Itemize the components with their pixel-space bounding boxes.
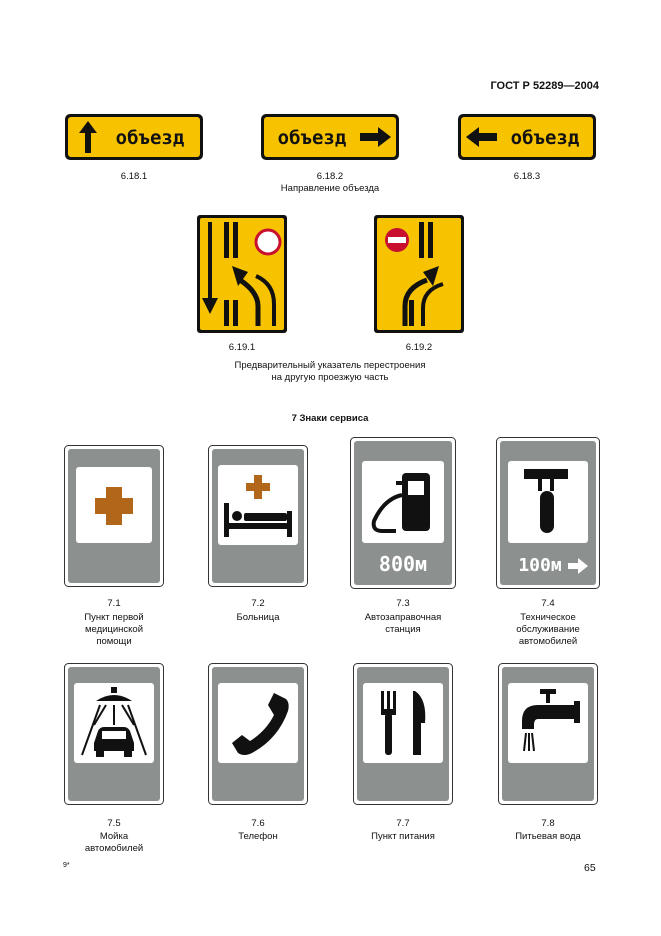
- sign-code: 7.2: [251, 598, 265, 609]
- sign-6-18-3: [457, 113, 597, 161]
- sign-7-8: [498, 663, 598, 805]
- restriction-circle-icon: [256, 230, 280, 254]
- detour-label: объезд: [510, 127, 580, 149]
- sign-name-line: автомобилей: [518, 636, 578, 647]
- sign-7-4: [496, 437, 600, 589]
- section-caption-line1: Предварительный указатель перестроения: [234, 360, 426, 371]
- sign-name-line: автомобилей: [84, 843, 144, 854]
- sign-name-line: Телефон: [238, 831, 278, 842]
- sign-code: 7.3: [396, 598, 410, 609]
- sign-name-line: Автозаправочная: [364, 612, 442, 623]
- section-caption-line2: на другую проезжую часть: [271, 372, 389, 383]
- distance-label: 100м: [518, 555, 562, 576]
- section-caption: Направление объезда: [280, 183, 380, 194]
- sign-name-line: Техническое: [520, 612, 576, 623]
- sign-code: 6.18.1: [120, 171, 148, 182]
- sign-name-line: Больница: [236, 612, 280, 623]
- sign-code: 7.8: [541, 818, 555, 829]
- footer-mark: 9*: [63, 862, 70, 869]
- sign-7-5: [64, 663, 164, 805]
- sign-7-7: [353, 663, 453, 805]
- sign-6-18-1: [64, 113, 204, 161]
- sign-name-line: Мойка: [99, 831, 129, 842]
- sign-code: 7.7: [396, 818, 410, 829]
- sign-6-18-2: [260, 113, 400, 161]
- sign-name-line: медицинской: [84, 624, 144, 635]
- sign-name-line: Пункт питания: [371, 831, 435, 842]
- page-number: 65: [584, 862, 596, 874]
- sign-name-line: помощи: [96, 636, 132, 647]
- sign-code: 6.18.3: [513, 171, 541, 182]
- sign-code: 7.1: [107, 598, 121, 609]
- detour-label: объезд: [115, 127, 185, 149]
- sign-code: 7.6: [251, 818, 265, 829]
- section-title: 7 Знаки сервиса: [291, 413, 369, 424]
- sign-6-19-2: [373, 214, 465, 334]
- standard-header: ГОСТ Р 52289—2004: [490, 80, 599, 92]
- sign-7-3: [350, 437, 456, 589]
- distance-label: 800м: [378, 552, 428, 576]
- sign-6-19-1: [196, 214, 288, 334]
- sign-7-2: [208, 445, 308, 587]
- sign-code: 7.4: [541, 598, 555, 609]
- sign-code: 7.5: [107, 818, 121, 829]
- sign-name-line: Пункт первой: [84, 612, 144, 623]
- sign-7-6: [208, 663, 308, 805]
- sign-name-line: Питьевая вода: [515, 831, 581, 842]
- detour-label: объезд: [277, 127, 347, 149]
- sign-code: 6.19.1: [228, 342, 256, 353]
- sign-code: 6.19.2: [405, 342, 433, 353]
- sign-name-line: обслуживание: [516, 624, 580, 635]
- sign-name-line: станция: [385, 624, 421, 635]
- sign-7-1: [64, 445, 164, 587]
- sign-code: 6.18.2: [316, 171, 344, 182]
